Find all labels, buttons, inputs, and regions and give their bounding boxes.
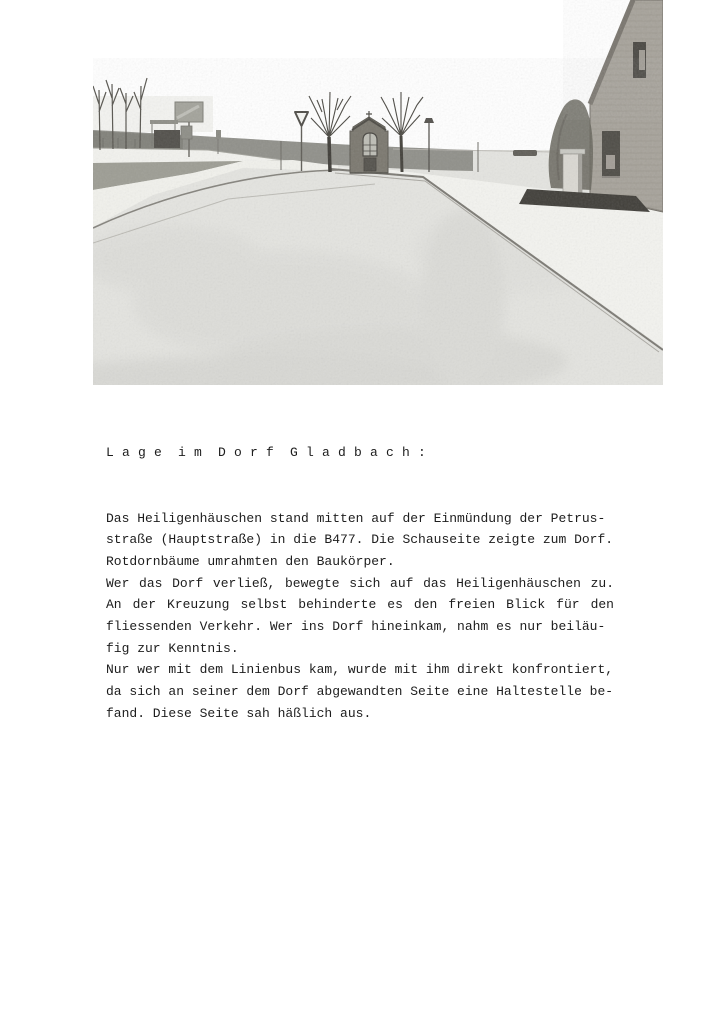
photo-street-junction	[93, 0, 663, 385]
text-line: fliessenden Verkehr. Wer ins Dorf hineinkam, nahm es nur beiläu-	[106, 618, 606, 634]
text-line: Nur wer mit dem Linienbus kam, wurde mit ihm direkt konfrontiert,	[106, 662, 614, 678]
photo-grain	[93, 0, 663, 385]
text-line: An der Kreuzung selbst behinderte es den freien Blick für den	[106, 597, 614, 613]
text-line: straße (Hauptstraße) in die B477. Die Schauseite zeigte zum Dorf.	[106, 532, 614, 548]
text-line: Das Heiligenhäuschen stand mitten auf der Einmündung der Petrus-	[106, 510, 606, 526]
text-line: Rotdornbäume umrahmten den Baukörper.	[106, 553, 395, 569]
text-line: fig zur Kenntnis.	[106, 640, 239, 656]
text-line: fand. Diese Seite sah häßlich aus.	[106, 705, 372, 721]
body-text	[106, 508, 614, 725]
typewritten-text-block	[106, 399, 614, 768]
section-heading: L a g e i m D o r f G l a d b a c h :	[106, 445, 427, 461]
text-line: da sich an seiner dem Dorf abgewandten Seite eine Haltestelle be-	[106, 684, 614, 699]
text-line: Wer das Dorf verließ, bewegte sich auf das Heiligenhäuschen zu.	[106, 575, 614, 591]
